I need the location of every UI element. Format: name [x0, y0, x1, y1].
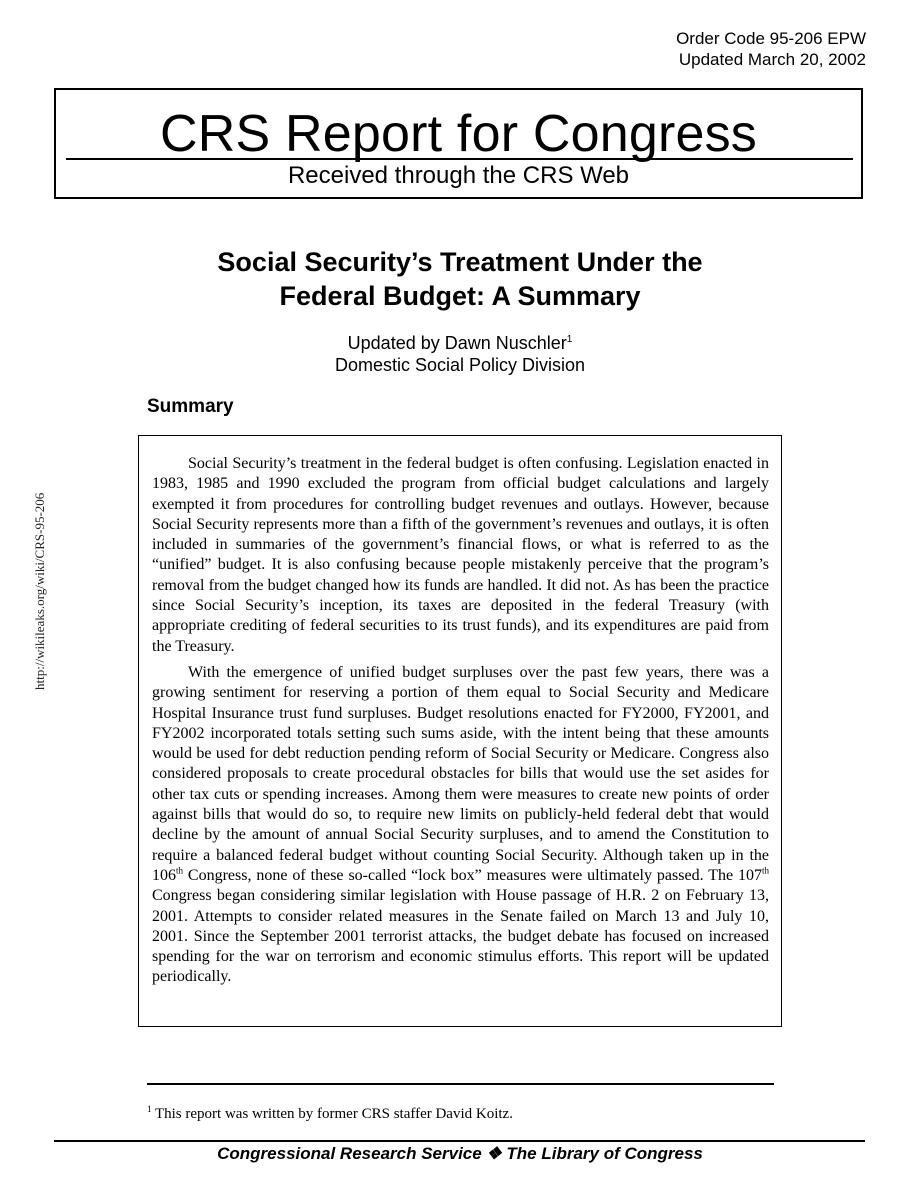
banner-divider	[66, 158, 853, 160]
paragraph-2-text-c: Congress began considering similar legislation with House passage of H.R. 2 on February 13, 2001. Attempts to consider related measures in the Senate failed on March 13 and July 10, 2001. Since the September 2001 terrorist attacks, the budget debate has focused on increased spending for the war on terrorism and economic stimulus efforts. This report will be updated periodically.	[152, 887, 769, 986]
author-division: Domestic Social Policy Division	[334, 355, 586, 375]
footer-loc: The Library of Congress	[506, 1144, 703, 1163]
footer-crs: Congressional Research Service	[217, 1144, 482, 1163]
document-title	[0, 245, 920, 313]
side-watermark-url: http://wikileaks.org/wiki/CRS-95-206	[32, 492, 47, 690]
author-name: Updated by Dawn Nuschler	[347, 333, 567, 353]
footnote-marker: 1	[147, 1104, 152, 1114]
summary-paragraph-1: Social Security’s treatment in the federal budget is often confusing. Legislation enacted in 1983, 1985 and 1990 excluded the program from official budget calculations and largely exempted it from procedures for controlling budget revenues and outlays. However, because Social Security represents more than a fifth of the government’s revenues and outlays, it is often included in summaries of the government’s financial flows, or what is referred to as the “unified” budget. It is also confusing because people mistakenly perceive that the program’s removal from the budget changed how its funds are handled. It did not. As has been the practice since Social Security’s inception, its taxes are deposited in the federal Treasury (with appropriate crediting of federal securities to its trust funds), and its expenditures are paid from the Treasury.	[152, 455, 769, 655]
footnote	[147, 1105, 513, 1123]
ordinal-suffix: th	[761, 865, 769, 876]
title-line-2: Federal Budget: A Summary	[279, 281, 641, 311]
ordinal-suffix: th	[176, 865, 184, 876]
author-line	[0, 332, 920, 354]
order-code-block	[676, 28, 866, 70]
footnote-text: This report was written by former CRS staffer David Koitz.	[151, 1106, 513, 1122]
author-block	[0, 332, 920, 376]
paragraph-2-text-a: With the emergence of unified budget surpluses over the past few years, there was a growing sentiment for reserving a portion of them equal to Social Security and Medicare Hospital Insurance trust fund surpluses. Budget resolutions enacted for FY2000, FY2001, and FY2002 incorporated totals setting such sums aside, with the intent being that these amounts would be used for debt reduction pending reform of Social Security or Medicare. Congress also considered proposals to create procedural obstacles for bills that would use the set asides for other tax cuts or spending increases. Among them were measures to create new points of order against bills that would do so, to require new limits on publicly-held federal debt that would decline by the amount of annual Social Security surpluses, and to amend the Constitution to require a balanced federal budget without counting Social Security. Although taken up in the 106	[152, 663, 769, 884]
summary-paragraph-2	[152, 663, 769, 988]
banner-title: CRS Report for Congress	[159, 105, 758, 163]
banner-subtitle: Received through the CRS Web	[287, 162, 630, 189]
report-banner	[54, 88, 863, 199]
order-code: Order Code 95-206 EPW	[676, 29, 866, 48]
footer-separator-icon: ❖	[481, 1144, 507, 1163]
author-footnote-marker: 1	[566, 334, 573, 345]
title-line-1: Social Security’s Treatment Under the	[217, 247, 703, 277]
summary-box	[138, 435, 782, 1027]
paragraph-2-text-b: Congress, none of these so-called “lock box” measures were ultimately passed. The 107	[183, 866, 762, 884]
summary-heading: Summary	[147, 396, 234, 417]
footer-divider	[54, 1140, 865, 1142]
page-footer	[0, 1143, 920, 1164]
footnote-divider	[147, 1083, 774, 1085]
updated-date: Updated March 20, 2002	[678, 50, 866, 69]
